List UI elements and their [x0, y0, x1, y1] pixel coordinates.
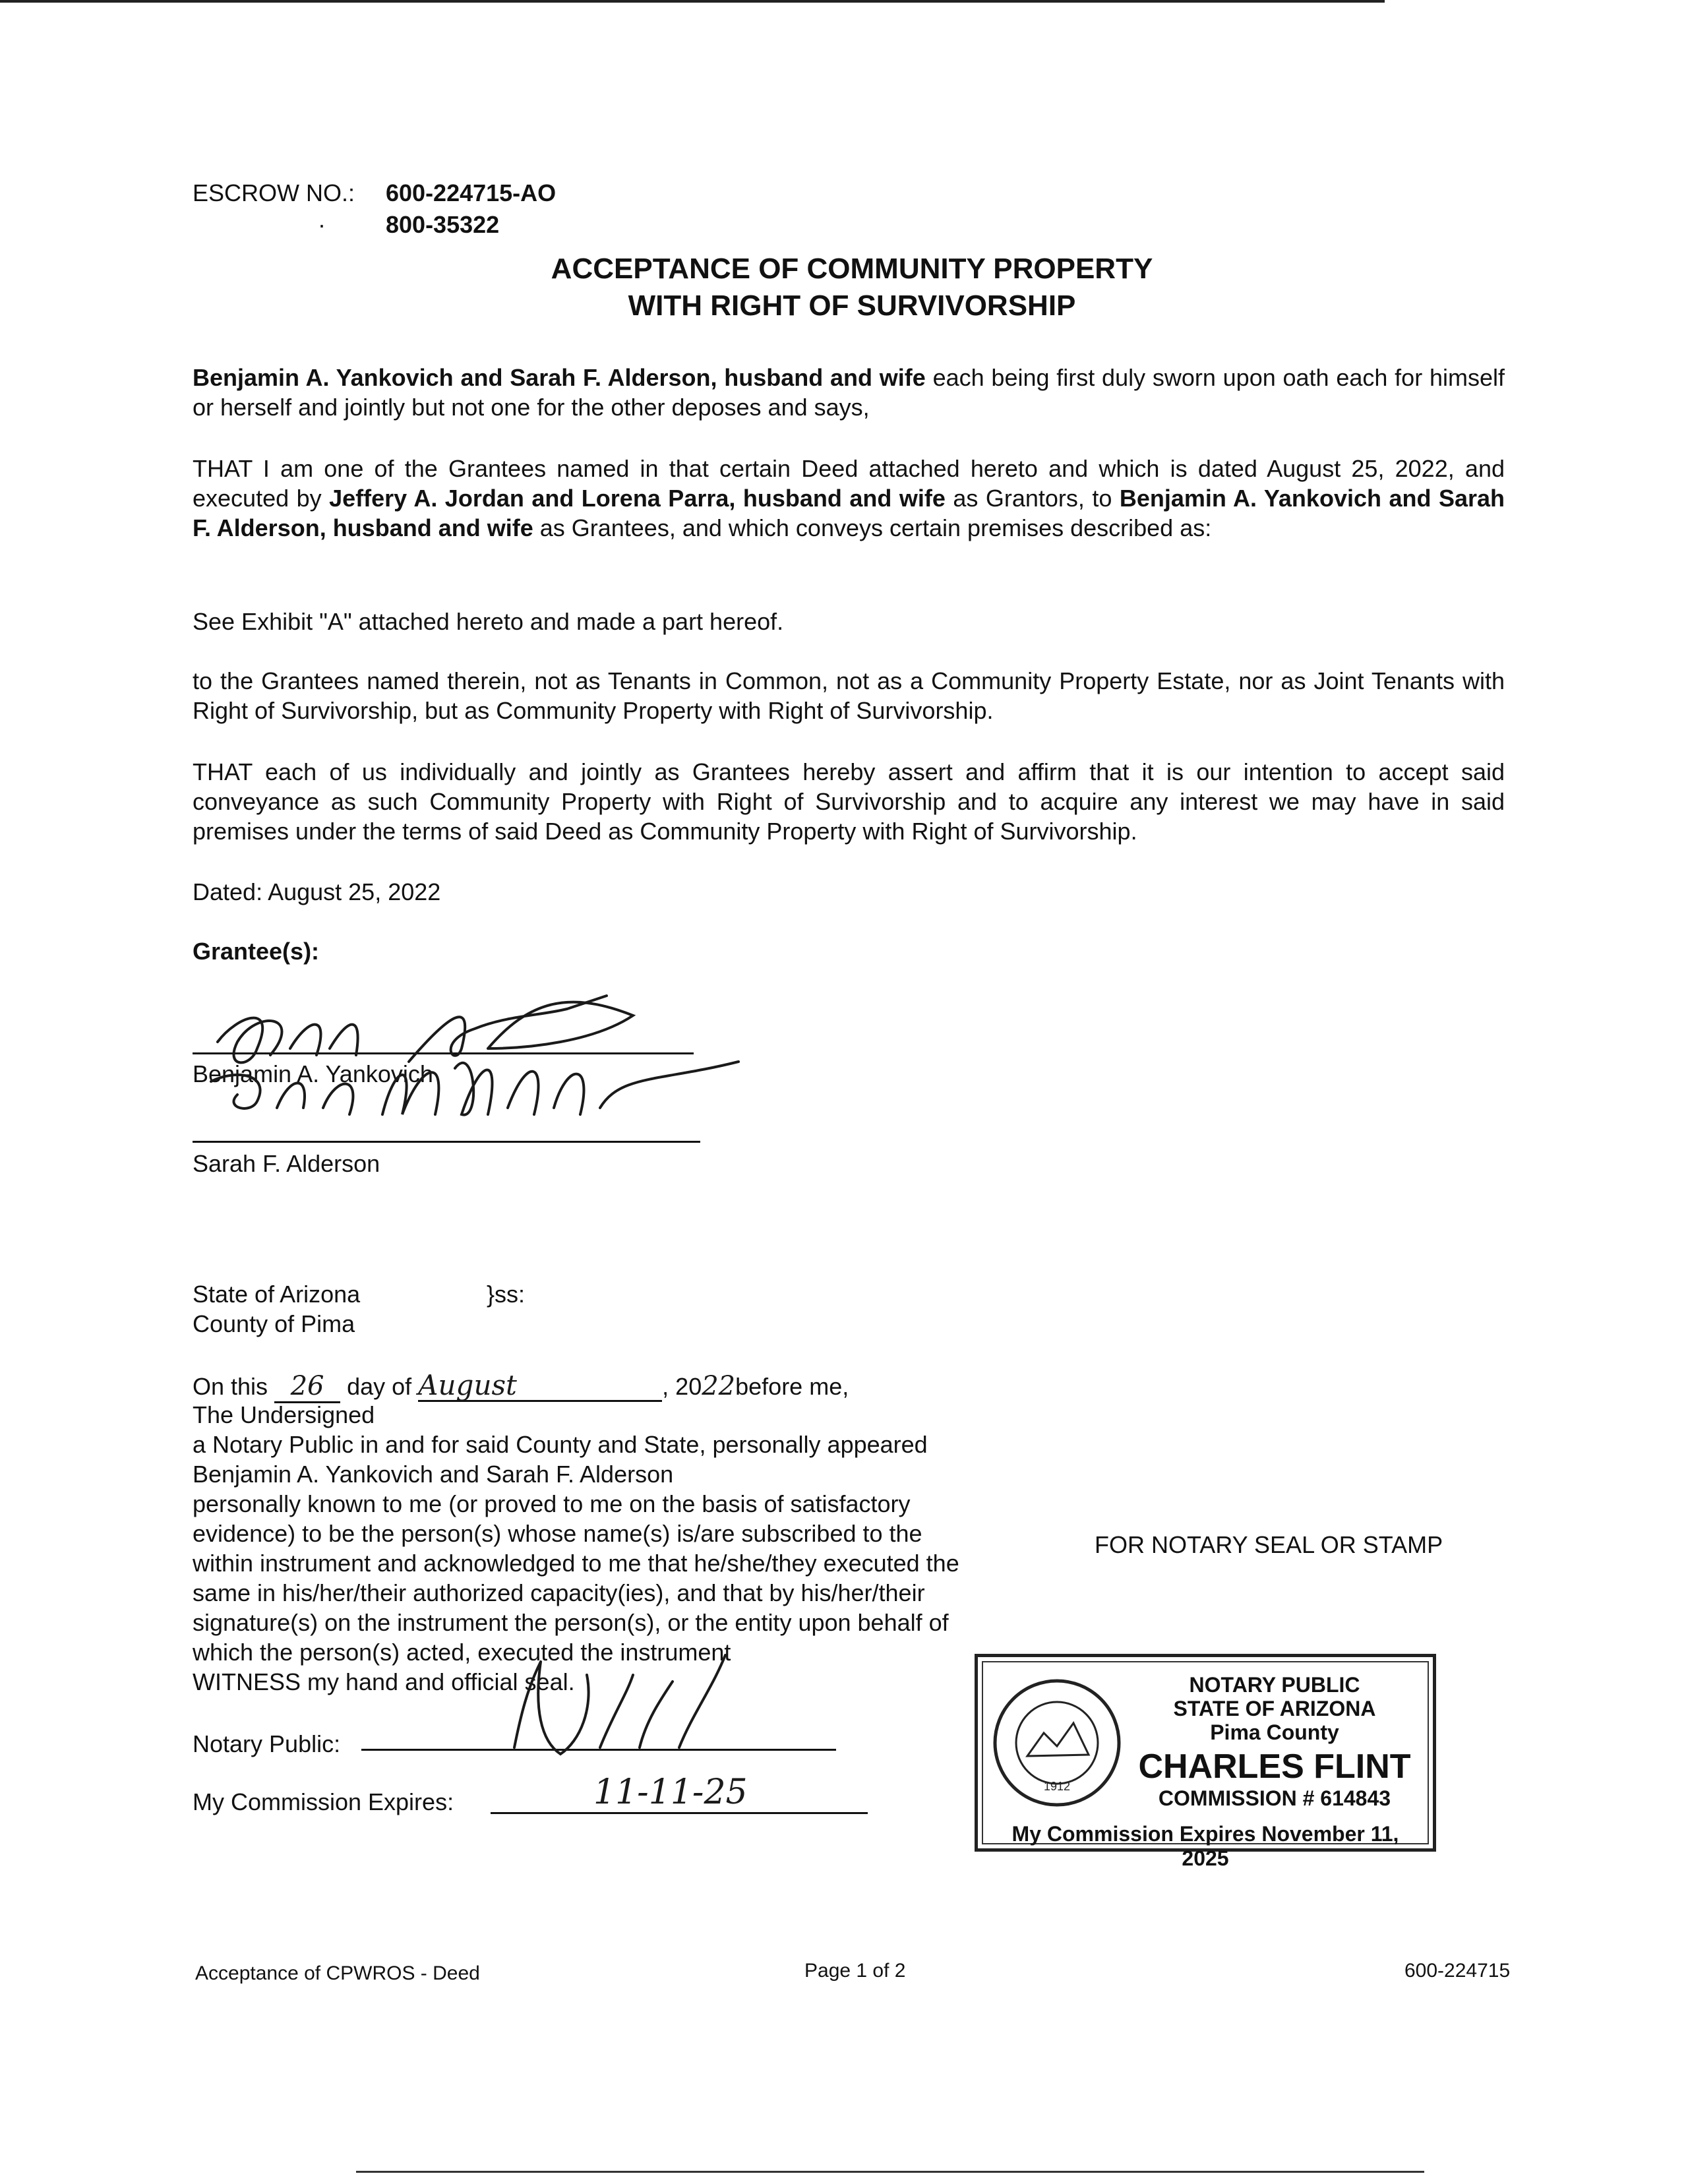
seal-year: 1912 — [1043, 1780, 1071, 1793]
notary-line: evidence) to be the person(s) whose name(s) is/are subscribed to the — [193, 1520, 922, 1547]
notary-line: personally known to me (or proved to me on the basis of satisfactory — [193, 1490, 911, 1517]
escrow-number-2: 800-35322 — [386, 211, 500, 238]
deed-text-3: as Grantees, and which conveys certain premises described as: — [533, 514, 1212, 541]
paragraph-deposes — [193, 363, 1505, 422]
paragraph-deposes-text: each being first duly sworn upon oath each for himself or herself and jointly but not one for the other deposes and says, — [193, 364, 1505, 421]
grantees-label: Grantee(s): — [193, 938, 320, 965]
signature-benjamin — [198, 976, 725, 1174]
grantee-names: Benjamin A. Yankovich and Sarah F. Alderson, husband and wife — [193, 364, 926, 391]
notary-stamp — [975, 1654, 1436, 1870]
notary-line: signature(s) on the instrument the person(s), or the entity upon behalf of — [193, 1609, 949, 1636]
notary-signature — [501, 1635, 738, 1767]
stamp-line-3: Pima County — [1210, 1720, 1339, 1744]
escrow-number-1: 600-224715-AO — [386, 179, 557, 206]
year-prefix-text: , 20 — [662, 1373, 702, 1400]
title-line-2: WITH RIGHT OF SURVIVORSHIP — [628, 289, 1076, 322]
escrow-label: ESCROW NO.: — [193, 179, 355, 206]
commission-expires-label: My Commission Expires: — [193, 1788, 454, 1815]
notary-year-value: 22 — [702, 1371, 736, 1401]
escrow-dot: · — [318, 211, 326, 238]
deed-text-2: as Grantors, to — [945, 485, 1120, 512]
footer-page-number: Page 1 of 2 — [804, 1960, 906, 1982]
notary-ss: }ss: — [487, 1281, 526, 1308]
stamp-text — [1130, 1673, 1420, 1810]
notary-seal-caption: FOR NOTARY SEAL OR STAMP — [1095, 1531, 1443, 1558]
stamp-notary-name: CHARLES FLINT — [1138, 1747, 1411, 1786]
notary-county: County of Pima — [193, 1310, 355, 1337]
state-seal-icon — [991, 1677, 1123, 1809]
stamp-line-2: STATE OF ARIZONA — [1173, 1697, 1376, 1720]
signer-2-name: Sarah F. Alderson — [193, 1150, 380, 1177]
commission-expires-value: 11-11-25 — [593, 1773, 748, 1812]
notary-state: State of Arizona — [193, 1281, 361, 1308]
commission-expires-line — [491, 1812, 868, 1814]
grantee-names-2: Benjamin A. Yankovich and Sarah F. Alderson, husband and wife — [193, 485, 1505, 541]
deed-text-1: THAT I am one of the Grantees named in that certain Deed attached hereto and which is dated August 25, 2022, and executed by — [193, 455, 1505, 512]
paragraph-tenancy: to the Grantees named therein, not as Tenants in Common, not as a Community Property Estate, nor as Joint Tenants with Right of Survivorship, but as Community Property with Right of Survivorship. — [193, 667, 1505, 724]
dated-line: Dated: August 25, 2022 — [193, 878, 441, 905]
notary-line: The Undersigned — [193, 1401, 375, 1428]
signer-1-name: Benjamin A. Yankovich — [193, 1060, 433, 1087]
grantor-names: Jeffery A. Jordan and Lorena Parra, husband and wife — [329, 485, 946, 512]
paragraph-exhibit: See Exhibit "A" attached hereto and made a part hereof. — [193, 608, 784, 635]
day-of-text: day of — [347, 1373, 412, 1400]
stamp-expires: My Commission Expires November 11, 2025 — [1011, 1822, 1399, 1870]
paragraph-deed — [193, 454, 1505, 543]
notary-public-label: Notary Public: — [193, 1730, 341, 1757]
scan-border-bottom — [356, 2171, 1424, 2173]
title-line-1: ACCEPTANCE OF COMMUNITY PROPERTY — [551, 253, 1153, 285]
before-me-text: before me, — [735, 1373, 849, 1400]
footer-right: 600-224715 — [1404, 1960, 1511, 1982]
notary-month-value: August — [418, 1370, 662, 1402]
notary-line: which the person(s) acted, executed the instrument — [193, 1639, 731, 1666]
stamp-commission: COMMISSION # 614843 — [1158, 1786, 1391, 1810]
scan-border-top — [0, 0, 1385, 3]
stamp-line-1: NOTARY PUBLIC — [1189, 1673, 1360, 1697]
notary-line: a Notary Public in and for said County and State, personally appeared — [193, 1431, 928, 1458]
notary-line: within instrument and acknowledged to me that he/she/they executed the — [193, 1550, 959, 1577]
notary-line: WITNESS my hand and official seal. — [193, 1668, 575, 1695]
notary-line: Benjamin A. Yankovich and Sarah F. Alderson — [193, 1461, 674, 1488]
footer-left: Acceptance of CPWROS - Deed — [195, 1962, 480, 1984]
notary-line: same in his/her/their authorized capacity(ies), and that by his/her/their — [193, 1579, 925, 1606]
notary-day-value: 26 — [274, 1372, 340, 1403]
on-this-text: On this — [193, 1373, 268, 1400]
notary-date-line — [193, 1370, 849, 1403]
paragraph-intention: THAT each of us individually and jointly as Grantees hereby assert and affirm that it is our intention to accept said conveyance as such Community Property with Right of Survivorship and to acquire any interest we may have in said premises under the terms of said Deed as Community Property with Right of Survivorship. — [193, 758, 1505, 845]
document-title — [193, 251, 1511, 324]
